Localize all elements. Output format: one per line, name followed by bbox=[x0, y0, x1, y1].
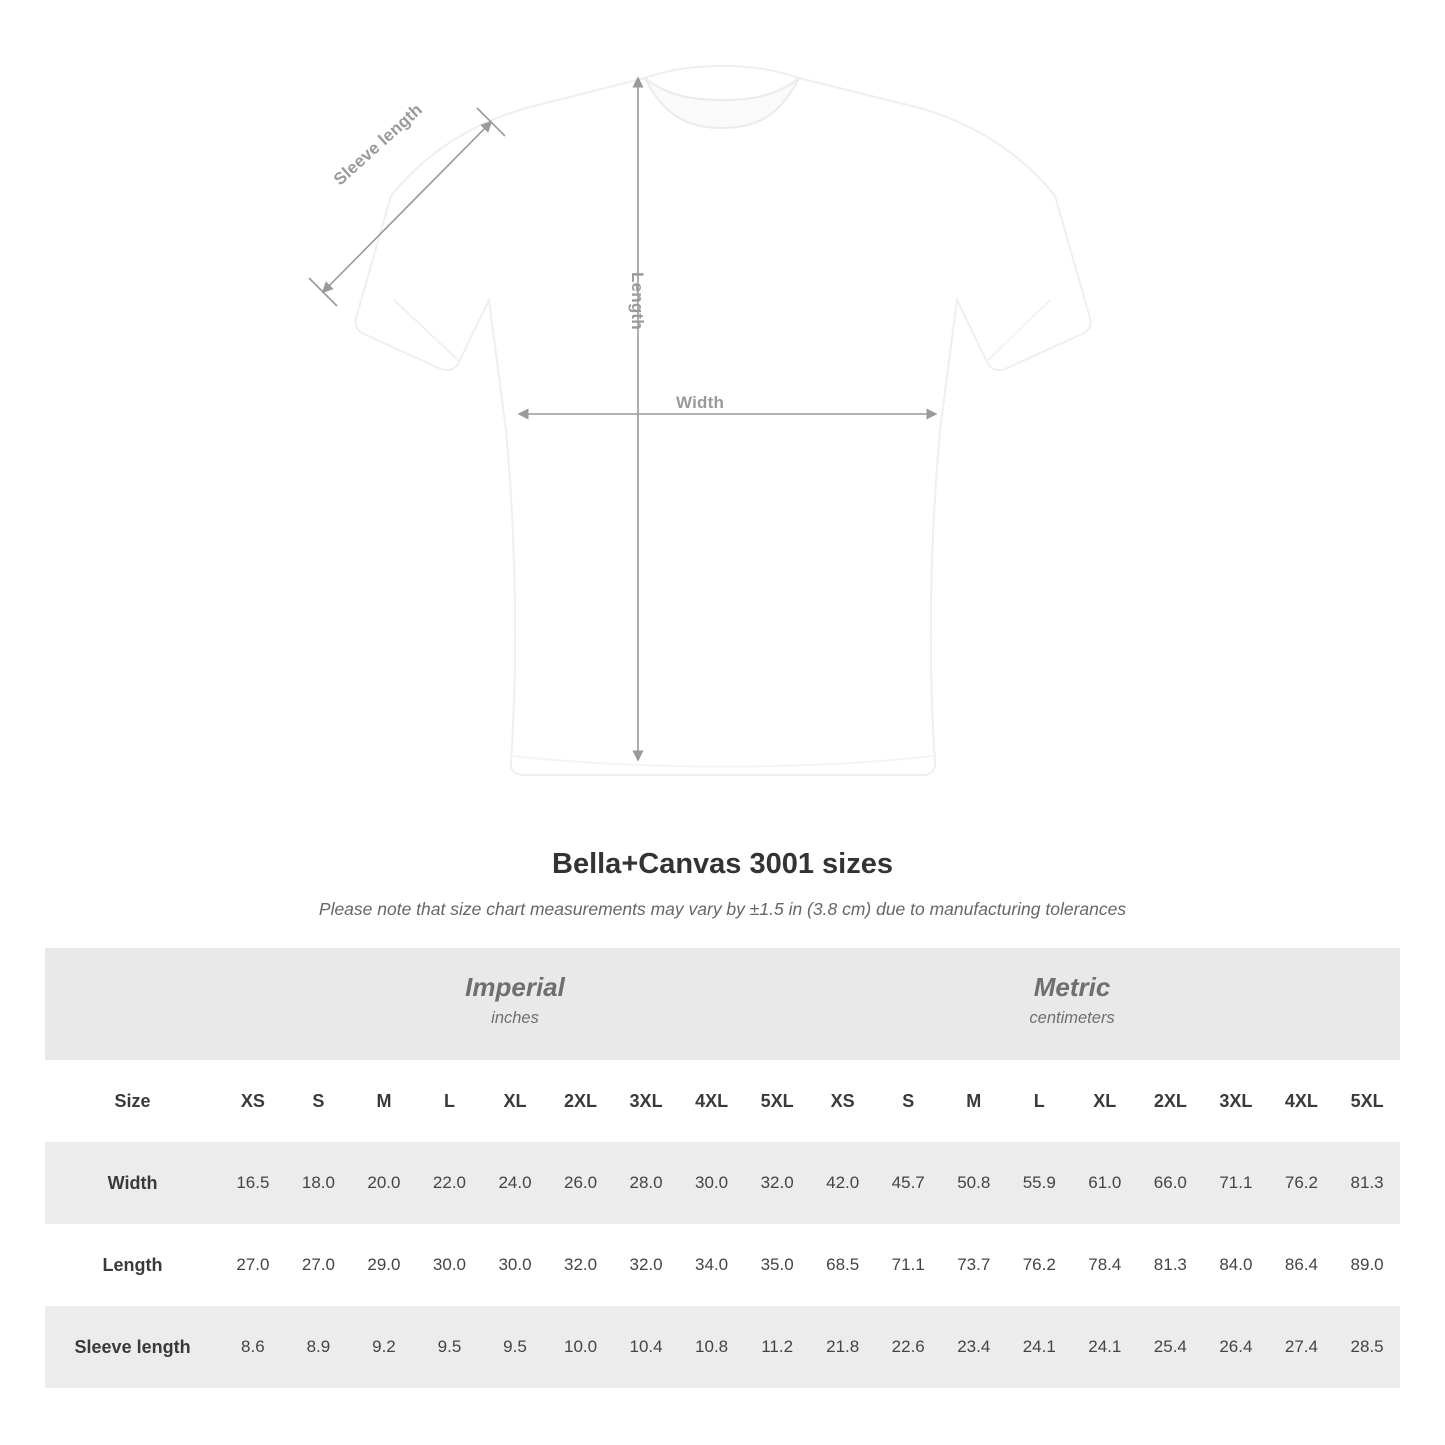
size-col-16: 4XL bbox=[1269, 1060, 1335, 1142]
unit-group-metric-name: Metric bbox=[1033, 972, 1111, 1003]
width-label: Width bbox=[676, 393, 725, 412]
length-5xl-metric: 89.0 bbox=[1334, 1224, 1400, 1306]
sleeve-l-metric: 24.1 bbox=[1007, 1306, 1073, 1388]
width-3xl-metric: 71.1 bbox=[1203, 1142, 1269, 1224]
size-col-0: XS bbox=[220, 1060, 286, 1142]
width-5xl-imperial: 32.0 bbox=[744, 1142, 810, 1224]
sleeve-5xl-metric: 28.5 bbox=[1334, 1306, 1400, 1388]
length-3xl-imperial: 32.0 bbox=[613, 1224, 679, 1306]
row-label-sleeve-length: Sleeve length bbox=[45, 1306, 220, 1388]
sleeve-3xl-imperial: 10.4 bbox=[613, 1306, 679, 1388]
size-col-7: 4XL bbox=[679, 1060, 745, 1142]
sleeve-4xl-metric: 27.4 bbox=[1269, 1306, 1335, 1388]
length-s-metric: 71.1 bbox=[875, 1224, 941, 1306]
unit-header-row bbox=[45, 948, 1400, 1060]
size-col-9: XS bbox=[810, 1060, 876, 1142]
width-xs-imperial: 16.5 bbox=[220, 1142, 286, 1224]
sleeve-s-imperial: 8.9 bbox=[286, 1306, 352, 1388]
width-4xl-metric: 76.2 bbox=[1269, 1142, 1335, 1224]
row-label-width: Width bbox=[45, 1142, 220, 1224]
unit-group-imperial-sub: inches bbox=[491, 1009, 539, 1028]
width-l-metric: 55.9 bbox=[1007, 1142, 1073, 1224]
sleeve-length-label: Sleeve length bbox=[330, 99, 427, 190]
width-m-metric: 50.8 bbox=[941, 1142, 1007, 1224]
sleeve-xs-imperial: 8.6 bbox=[220, 1306, 286, 1388]
unit-group-imperial bbox=[220, 948, 810, 1060]
sleeve-xl-metric: 24.1 bbox=[1072, 1306, 1138, 1388]
width-3xl-imperial: 28.0 bbox=[613, 1142, 679, 1224]
size-header-row bbox=[45, 1060, 1400, 1142]
row-label-length: Length bbox=[45, 1224, 220, 1306]
length-xs-metric: 68.5 bbox=[810, 1224, 876, 1306]
unit-group-metric-sub: centimeters bbox=[1029, 1009, 1115, 1028]
width-2xl-metric: 66.0 bbox=[1138, 1142, 1204, 1224]
size-col-1: S bbox=[286, 1060, 352, 1142]
width-l-imperial: 22.0 bbox=[417, 1142, 483, 1224]
table-row bbox=[45, 1306, 1400, 1388]
unit-group-imperial-name: Imperial bbox=[465, 972, 565, 1003]
length-2xl-imperial: 32.0 bbox=[548, 1224, 614, 1306]
width-xs-metric: 42.0 bbox=[810, 1142, 876, 1224]
sleeve-s-metric: 22.6 bbox=[875, 1306, 941, 1388]
table-row bbox=[45, 1142, 1400, 1224]
sleeve-m-imperial: 9.2 bbox=[351, 1306, 417, 1388]
table-row bbox=[45, 1224, 1400, 1306]
width-m-imperial: 20.0 bbox=[351, 1142, 417, 1224]
length-m-imperial: 29.0 bbox=[351, 1224, 417, 1306]
sleeve-5xl-imperial: 11.2 bbox=[744, 1306, 810, 1388]
length-5xl-imperial: 35.0 bbox=[744, 1224, 810, 1306]
sleeve-m-metric: 23.4 bbox=[941, 1306, 1007, 1388]
width-s-imperial: 18.0 bbox=[286, 1142, 352, 1224]
length-4xl-imperial: 34.0 bbox=[679, 1224, 745, 1306]
length-s-imperial: 27.0 bbox=[286, 1224, 352, 1306]
length-xl-imperial: 30.0 bbox=[482, 1224, 548, 1306]
sleeve-2xl-imperial: 10.0 bbox=[548, 1306, 614, 1388]
size-col-4: XL bbox=[482, 1060, 548, 1142]
size-col-13: XL bbox=[1072, 1060, 1138, 1142]
size-col-8: 5XL bbox=[744, 1060, 810, 1142]
size-col-10: S bbox=[875, 1060, 941, 1142]
length-2xl-metric: 81.3 bbox=[1138, 1224, 1204, 1306]
width-xl-imperial: 24.0 bbox=[482, 1142, 548, 1224]
width-s-metric: 45.7 bbox=[875, 1142, 941, 1224]
length-xs-imperial: 27.0 bbox=[220, 1224, 286, 1306]
length-l-metric: 76.2 bbox=[1007, 1224, 1073, 1306]
unit-header-spacer bbox=[45, 948, 220, 1060]
length-3xl-metric: 84.0 bbox=[1203, 1224, 1269, 1306]
title-block bbox=[0, 848, 1445, 920]
page-title: Bella+Canvas 3001 sizes bbox=[552, 848, 893, 880]
length-xl-metric: 78.4 bbox=[1072, 1224, 1138, 1306]
size-col-2: M bbox=[351, 1060, 417, 1142]
size-col-15: 3XL bbox=[1203, 1060, 1269, 1142]
sleeve-xl-imperial: 9.5 bbox=[482, 1306, 548, 1388]
size-row-label: Size bbox=[45, 1060, 220, 1142]
size-col-14: 2XL bbox=[1138, 1060, 1204, 1142]
sleeve-4xl-imperial: 10.8 bbox=[679, 1306, 745, 1388]
size-col-6: 3XL bbox=[613, 1060, 679, 1142]
size-chart-table-wrapper bbox=[45, 948, 1400, 1388]
length-label: Length bbox=[628, 272, 647, 330]
size-chart-table bbox=[45, 948, 1400, 1388]
width-2xl-imperial: 26.0 bbox=[548, 1142, 614, 1224]
length-l-imperial: 30.0 bbox=[417, 1224, 483, 1306]
unit-group-metric bbox=[810, 948, 1334, 1060]
sleeve-xs-metric: 21.8 bbox=[810, 1306, 876, 1388]
size-col-5: 2XL bbox=[548, 1060, 614, 1142]
size-col-12: L bbox=[1007, 1060, 1073, 1142]
width-5xl-metric: 81.3 bbox=[1334, 1142, 1400, 1224]
length-4xl-metric: 86.4 bbox=[1269, 1224, 1335, 1306]
tshirt-shape bbox=[355, 66, 1090, 775]
width-xl-metric: 61.0 bbox=[1072, 1142, 1138, 1224]
length-m-metric: 73.7 bbox=[941, 1224, 1007, 1306]
size-col-11: M bbox=[941, 1060, 1007, 1142]
sleeve-l-imperial: 9.5 bbox=[417, 1306, 483, 1388]
size-col-17: 5XL bbox=[1334, 1060, 1400, 1142]
width-4xl-imperial: 30.0 bbox=[679, 1142, 745, 1224]
sleeve-2xl-metric: 25.4 bbox=[1138, 1306, 1204, 1388]
unit-header-spacer-right bbox=[1334, 948, 1400, 1060]
tolerance-note: Please note that size chart measurements may vary by ±1.5 in (3.8 cm) due to manufacturing tolerances bbox=[318, 899, 1127, 919]
size-col-3: L bbox=[417, 1060, 483, 1142]
sleeve-3xl-metric: 26.4 bbox=[1203, 1306, 1269, 1388]
